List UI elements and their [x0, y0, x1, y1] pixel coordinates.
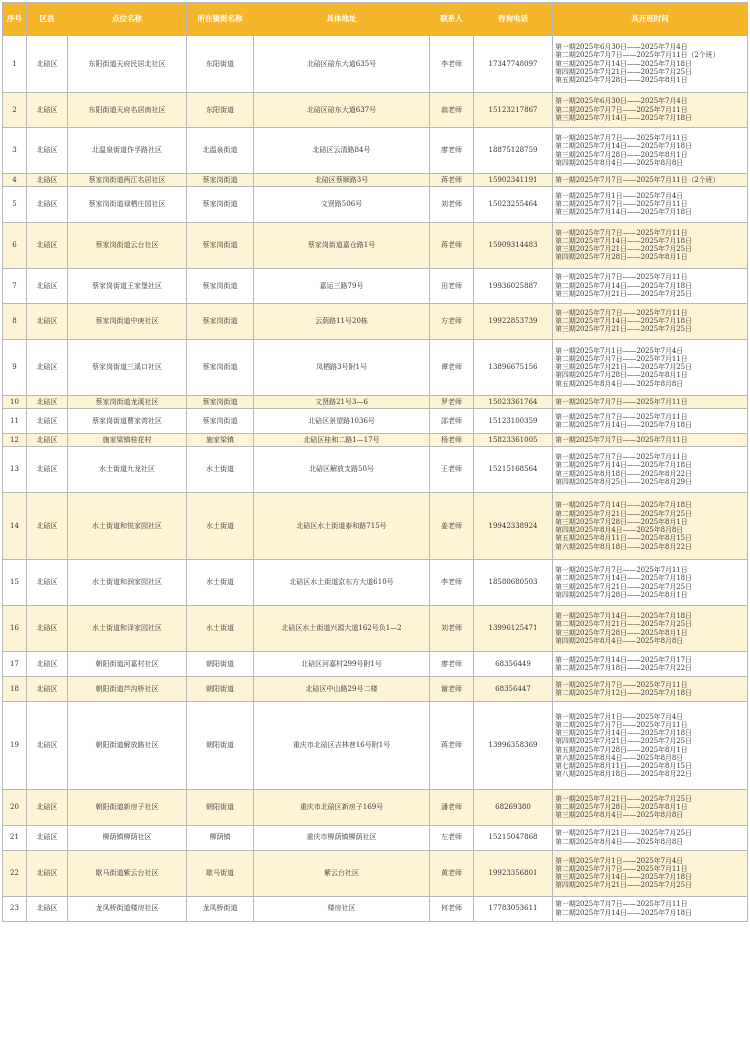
- schedule-line: 第四期2025年7月28日——2025年8月1日: [555, 371, 688, 380]
- schedule-line: 第一期2025年7月7日——2025年7月11日: [555, 397, 688, 406]
- schedule-line: 第一期2025年7月14日——2025年7月17日: [555, 655, 692, 664]
- cell-town: 东阳街道: [187, 92, 254, 128]
- cell-site: 蔡家岗街道曹家湾社区: [68, 409, 187, 434]
- cell-site: 蔡家岗街道三溪口社区: [68, 339, 187, 396]
- cell-no: 21: [3, 825, 27, 850]
- cell-site: 蔡家岗街道龙溪社区: [68, 396, 187, 409]
- schedule-line: 第一期2025年7月21日——2025年7月25日: [555, 829, 692, 838]
- schedule-line: 第七期2025年8月11日——2025年8月15日: [555, 762, 692, 770]
- cell-address: 北碚区云清路84号: [254, 128, 430, 174]
- schedule-line: 第二期2025年7月14日——2025年7月18日: [555, 317, 692, 326]
- schedule-line: 第四期2025年8月4日——2025年8月8日: [555, 526, 684, 534]
- cell-town: 龙凤桥街道: [187, 896, 254, 921]
- schedule-line: 第五期2025年7月28日——2025年8月1日: [555, 76, 688, 85]
- table-row: [3, 493, 748, 560]
- table-row: [3, 304, 748, 340]
- cell-phone: 13996125471: [474, 606, 553, 652]
- cell-schedule: [553, 560, 748, 606]
- cell-district: 北碚区: [27, 36, 68, 93]
- cell-site: 朝阳街道芦沟桥社区: [68, 677, 187, 702]
- cell-phone: 18580680503: [474, 560, 553, 606]
- cell-site: 水土街道和润家园社区: [68, 560, 187, 606]
- schedule-line: 第四期2025年8月4日——2025年8月8日: [555, 158, 684, 167]
- cell-phone: 68269380: [474, 790, 553, 826]
- cell-site: 朝阳街道河嘉村社区: [68, 652, 187, 677]
- schedule-line: 第二期2025年7月12日——2025年7月18日: [555, 689, 692, 697]
- table-row: [3, 222, 748, 268]
- cell-no: 18: [3, 677, 27, 702]
- cell-site: 北温泉街道作孚路社区: [68, 128, 187, 174]
- table-row: [3, 825, 748, 850]
- cell-site: 施家梁镇桂花村: [68, 434, 187, 447]
- cell-phone: 17783053611: [474, 896, 553, 921]
- cell-no: 19: [3, 702, 27, 790]
- schedule-line: 第三期2025年7月21日——2025年7月25日: [555, 245, 692, 253]
- cell-town: 水土街道: [187, 447, 254, 493]
- table-row: [3, 174, 748, 187]
- cell-site: 朝阳街道解放路社区: [68, 702, 187, 790]
- cell-schedule: [553, 92, 748, 128]
- cell-phone: 68356449: [474, 652, 553, 677]
- schedule-line: 第三期2025年7月14日——2025年7月18日: [555, 729, 692, 737]
- cell-contact: 李老师: [430, 36, 474, 93]
- cell-site: 柳荫镇柳荫社区: [68, 825, 187, 850]
- schedule-line: 第二期2025年7月21日——2025年7月25日: [555, 509, 692, 518]
- cell-contact: 刘老师: [430, 187, 474, 223]
- schedule-line: 第三期2025年7月28日——2025年8月1日: [555, 628, 688, 637]
- cell-no: 4: [3, 174, 27, 187]
- cell-contact: 刘老师: [430, 606, 474, 652]
- schedule-line: 第一期2025年7月7日——2025年7月11日: [555, 680, 688, 689]
- cell-site: 朝阳街道新房子社区: [68, 790, 187, 826]
- cell-town: 蔡家岗街道: [187, 339, 254, 396]
- cell-town: 蔡家岗街道: [187, 304, 254, 340]
- schedule-line: 第二期2025年7月14日——2025年7月18日: [555, 421, 692, 429]
- cell-phone: 15123217867: [474, 92, 553, 128]
- schedule-line: 第一期2025年7月1日——2025年7月4日: [555, 856, 684, 865]
- cell-phone: 15902341191: [474, 174, 553, 187]
- cell-address: 重庆市北碚区吉林巷16号附1号: [254, 702, 430, 790]
- cell-schedule: [553, 36, 748, 93]
- table-row: [3, 652, 748, 677]
- cell-town: 蔡家岗街道: [187, 268, 254, 304]
- schedule-line: 第四期2025年7月21日——2025年7月25日: [555, 881, 692, 890]
- cell-address: 北碚区水土街道泰和路715号: [254, 493, 430, 560]
- cell-address: 北碚区桂和二路1—17号: [254, 434, 430, 447]
- schedule-line: 第二期2025年7月7日——2025年7月11日: [555, 105, 688, 114]
- cell-phone: 15215168564: [474, 447, 553, 493]
- cell-schedule: [553, 652, 748, 677]
- header-no: 序号: [3, 3, 27, 36]
- cell-district: 北碚区: [27, 339, 68, 396]
- schedule-line: 第一期2025年7月7日——2025年7月11日: [555, 435, 688, 444]
- schedule-line: 第三期2025年7月21日——2025年7月25日: [555, 289, 692, 298]
- schedule-line: 第一期2025年7月1日——2025年7月4日: [555, 191, 684, 200]
- cell-district: 北碚区: [27, 304, 68, 340]
- cell-town: 柳荫镇: [187, 825, 254, 850]
- header-phone: 咨询电话: [474, 3, 553, 36]
- cell-schedule: [553, 677, 748, 702]
- schedule-line: 第二期2025年8月4日——2025年8月8日: [555, 837, 684, 846]
- schedule-line: 第一期2025年7月14日——2025年7月18日: [555, 501, 692, 510]
- cell-contact: 蒋老师: [430, 702, 474, 790]
- schedule-line: 第一期2025年7月1日——2025年7月4日: [555, 346, 684, 355]
- cell-contact: 潘老师: [430, 790, 474, 826]
- cell-district: 北碚区: [27, 790, 68, 826]
- cell-no: 6: [3, 222, 27, 268]
- cell-contact: 左老师: [430, 825, 474, 850]
- cell-district: 北碚区: [27, 396, 68, 409]
- table-row: [3, 790, 748, 826]
- cell-site: 水土街道九龙社区: [68, 447, 187, 493]
- schedule-line: 第三期2025年7月28日——2025年8月1日: [555, 517, 688, 526]
- schedule-line: 第四期2025年7月21日——2025年7月25日: [555, 737, 692, 746]
- cell-town: 蔡家岗街道: [187, 187, 254, 223]
- cell-contact: 翁老师: [430, 92, 474, 128]
- cell-address: 北碚区河嘉村299号附1号: [254, 652, 430, 677]
- cell-no: 14: [3, 493, 27, 560]
- cell-phone: 19922853739: [474, 304, 553, 340]
- cell-district: 北碚区: [27, 702, 68, 790]
- cell-town: 朝阳街道: [187, 652, 254, 677]
- cell-address: 凤栖路3号附1号: [254, 339, 430, 396]
- cell-address: 北碚区景望路1036号: [254, 409, 430, 434]
- header-contact: 联系人: [430, 3, 474, 36]
- schedule-line: 第一期2025年7月7日——2025年7月11日: [555, 273, 688, 282]
- cell-address: 北碚区蔡顺路3号: [254, 174, 430, 187]
- header-schedule: 具开班时间: [553, 3, 748, 36]
- schedule-line: 第一期2025年7月7日——2025年7月11日: [555, 412, 688, 421]
- schedule-line: 第二期2025年7月7日——2025年7月11日: [555, 354, 688, 363]
- cell-district: 北碚区: [27, 560, 68, 606]
- schedule-line: 第一期2025年7月7日——2025年7月11日: [555, 308, 688, 317]
- class-schedule-table: [2, 2, 748, 922]
- cell-district: 北碚区: [27, 896, 68, 921]
- table-row: [3, 396, 748, 409]
- cell-no: 5: [3, 187, 27, 223]
- schedule-line: 第二期2025年7月7日——2025年7月11日: [555, 200, 688, 209]
- cell-district: 北碚区: [27, 447, 68, 493]
- header-district: 区县: [27, 3, 68, 36]
- cell-phone: 19942338924: [474, 493, 553, 560]
- schedule-line: 第三期2025年7月14日——2025年7月18日: [555, 113, 692, 122]
- cell-schedule: [553, 128, 748, 174]
- cell-phone: 15123100359: [474, 409, 553, 434]
- cell-schedule: [553, 896, 748, 921]
- cell-town: 水土街道: [187, 493, 254, 560]
- table-row: [3, 677, 748, 702]
- header-town: 所在镇街名称: [187, 3, 254, 36]
- cell-address: 蔡家岗街道嘉仓路1号: [254, 222, 430, 268]
- cell-phone: 13896675156: [474, 339, 553, 396]
- cell-address: 文贤路506号: [254, 187, 430, 223]
- schedule-line: 第二期2025年7月21日——2025年7月25日: [555, 620, 692, 629]
- header-site: 点位名称: [68, 3, 187, 36]
- cell-district: 北碚区: [27, 92, 68, 128]
- schedule-line: 第六期2025年8月4日——2025年8月8日: [555, 753, 684, 762]
- schedule-line: 第三期2025年7月21日——2025年7月25日: [555, 325, 692, 334]
- cell-phone: 15023255464: [474, 187, 553, 223]
- cell-address: 北碚区水土街道京东方大道610号: [254, 560, 430, 606]
- cell-town: 蔡家岗街道: [187, 409, 254, 434]
- table-row: [3, 702, 748, 790]
- cell-district: 北碚区: [27, 825, 68, 850]
- cell-district: 北碚区: [27, 606, 68, 652]
- cell-address: 嘉运三路79号: [254, 268, 430, 304]
- schedule-line: 第一期2025年7月14日——2025年7月18日: [555, 612, 692, 620]
- cell-contact: 王老师: [430, 447, 474, 493]
- schedule-line: 第三期2025年7月14日——2025年7月18日: [555, 208, 692, 217]
- cell-contact: 黄老师: [430, 850, 474, 896]
- cell-schedule: [553, 850, 748, 896]
- cell-contact: 蒋老师: [430, 222, 474, 268]
- schedule-line: 第一期2025年7月7日——2025年7月11日: [555, 228, 688, 237]
- schedule-line: 第二期2025年7月14日——2025年7月18日: [555, 142, 692, 151]
- schedule-line: 第五期2025年8月11日——2025年8月15日: [555, 534, 692, 543]
- schedule-line: 第三期2025年7月21日——2025年7月25日: [555, 582, 692, 591]
- cell-town: 北温泉街道: [187, 128, 254, 174]
- table-row: [3, 606, 748, 652]
- cell-site: 水土街道和悦家园社区: [68, 493, 187, 560]
- cell-phone: 17347748097: [474, 36, 553, 93]
- cell-town: 水土街道: [187, 606, 254, 652]
- cell-schedule: [553, 493, 748, 560]
- schedule-line: 第二期2025年7月14日——2025年7月18日: [555, 281, 692, 290]
- cell-contact: 廖老师: [430, 128, 474, 174]
- schedule-line: 第三期2025年7月28日——2025年8月1日: [555, 150, 688, 159]
- cell-site: 歇马街道紫云台社区: [68, 850, 187, 896]
- cell-site: 蔡家岗街道王家堡社区: [68, 268, 187, 304]
- cell-schedule: [553, 268, 748, 304]
- schedule-line: 第四期2025年8月25日——2025年8月29日: [555, 477, 692, 486]
- cell-no: 10: [3, 396, 27, 409]
- cell-no: 12: [3, 434, 27, 447]
- cell-phone: 19923356801: [474, 850, 553, 896]
- cell-town: 朝阳街道: [187, 677, 254, 702]
- cell-schedule: [553, 339, 748, 396]
- table-row: [3, 187, 748, 223]
- cell-town: 水土街道: [187, 560, 254, 606]
- schedule-line: 第二期2025年7月18日——2025年7月22日: [555, 664, 692, 672]
- cell-district: 北碚区: [27, 850, 68, 896]
- schedule-line: 第一期2025年7月7日——2025年7月11日（2个班）: [555, 175, 720, 184]
- table-row: [3, 447, 748, 493]
- cell-town: 朝阳街道: [187, 790, 254, 826]
- cell-site: 蔡家岗街道禄栖庄园社区: [68, 187, 187, 223]
- table-row: [3, 268, 748, 304]
- cell-site: 蔡家岗街道云台社区: [68, 222, 187, 268]
- cell-district: 北碚区: [27, 652, 68, 677]
- table-row: [3, 339, 748, 396]
- table-row: [3, 92, 748, 128]
- cell-address: 重庆市柳荫镇柳荫社区: [254, 825, 430, 850]
- cell-no: 3: [3, 128, 27, 174]
- cell-town: 东阳街道: [187, 36, 254, 93]
- schedule-line: 第一期2025年6月30日——2025年7月4日: [555, 97, 688, 106]
- table-row: [3, 850, 748, 896]
- cell-site: 龙凤桥街道楼房社区: [68, 896, 187, 921]
- table-row: [3, 434, 748, 447]
- schedule-line: 第四期2025年7月21日——2025年7月25日: [555, 67, 692, 76]
- cell-phone: 68356447: [474, 677, 553, 702]
- cell-address: 云荫路11号20栋: [254, 304, 430, 340]
- schedule-line: 第一期2025年7月7日——2025年7月11日: [555, 134, 688, 142]
- cell-schedule: [553, 174, 748, 187]
- cell-town: 蔡家岗街道: [187, 396, 254, 409]
- cell-contact: 谢老师: [430, 677, 474, 702]
- cell-schedule: [553, 187, 748, 223]
- cell-no: 20: [3, 790, 27, 826]
- cell-no: 23: [3, 896, 27, 921]
- cell-town: 歇马街道: [187, 850, 254, 896]
- schedule-line: 第二期2025年7月7日——2025年7月11日: [555, 720, 688, 729]
- cell-site: 蔡家岗街道中庚社区: [68, 304, 187, 340]
- cell-address: 北碚区解放支路50号: [254, 447, 430, 493]
- cell-phone: 13996358369: [474, 702, 553, 790]
- cell-no: 8: [3, 304, 27, 340]
- schedule-line: 第四期2025年7月28日——2025年8月1日: [555, 590, 688, 599]
- schedule-line: 第五期2025年8月4日——2025年8月8日: [555, 379, 684, 388]
- schedule-line: 第一期2025年7月21日——2025年7月25日: [555, 794, 692, 803]
- cell-address: 北碚区中山路29号二楼: [254, 677, 430, 702]
- schedule-line: 第二期2025年7月14日——2025年7月18日: [555, 908, 692, 917]
- cell-no: 9: [3, 339, 27, 396]
- cell-district: 北碚区: [27, 222, 68, 268]
- cell-no: 2: [3, 92, 27, 128]
- cell-town: 施家梁镇: [187, 434, 254, 447]
- cell-schedule: [553, 222, 748, 268]
- cell-schedule: [553, 447, 748, 493]
- cell-phone: 15909314483: [474, 222, 553, 268]
- schedule-line: 第二期2025年7月14日——2025年7月18日: [555, 236, 692, 245]
- schedule-line: 第一期2025年7月7日——2025年7月11日: [555, 453, 688, 461]
- schedule-line: 第三期2025年7月14日——2025年7月18日: [555, 59, 692, 68]
- cell-town: 蔡家岗街道: [187, 174, 254, 187]
- cell-phone: 18875128759: [474, 128, 553, 174]
- cell-district: 北碚区: [27, 434, 68, 447]
- cell-contact: 方老师: [430, 304, 474, 340]
- schedule-line: 第四期2025年7月28日——2025年8月1日: [555, 253, 688, 262]
- cell-phone: 15823361005: [474, 434, 553, 447]
- cell-site: 东阳街道天府民居北社区: [68, 36, 187, 93]
- schedule-line: 第一期2025年7月7日——2025年7月11日: [555, 566, 688, 574]
- schedule-line: 第一期2025年7月1日——2025年7月4日: [555, 712, 684, 721]
- cell-contact: 邵老师: [430, 409, 474, 434]
- schedule-line: 第六期2025年8月18日——2025年8月22日: [555, 542, 692, 551]
- cell-address: 北碚区水土街道兴源大道162号负1—2: [254, 606, 430, 652]
- schedule-line: 第二期2025年7月7日——2025年7月11日（2个班）: [555, 51, 720, 60]
- cell-address: 楼房社区: [254, 896, 430, 921]
- cell-district: 北碚区: [27, 409, 68, 434]
- cell-site: 水土街道和泽家园社区: [68, 606, 187, 652]
- table-header-row: [3, 3, 748, 36]
- cell-contact: 杨老师: [430, 434, 474, 447]
- cell-schedule: [553, 790, 748, 826]
- schedule-line: 第一期2025年6月30日——2025年7月4日: [555, 43, 688, 52]
- schedule-line: 第一期2025年7月7日——2025年7月11日: [555, 900, 688, 909]
- schedule-line: 第三期2025年8月18日——2025年8月22日: [555, 469, 692, 478]
- header-address: 具体地址: [254, 3, 430, 36]
- cell-phone: 15023361764: [474, 396, 553, 409]
- cell-address: 北碚区碚东大道635号: [254, 36, 430, 93]
- cell-contact: 何老师: [430, 896, 474, 921]
- cell-district: 北碚区: [27, 128, 68, 174]
- cell-no: 17: [3, 652, 27, 677]
- cell-no: 16: [3, 606, 27, 652]
- table-row: [3, 409, 748, 434]
- schedule-line: 第四期2025年8月4日——2025年8月8日: [555, 636, 684, 645]
- cell-district: 北碚区: [27, 493, 68, 560]
- cell-contact: 姜老师: [430, 493, 474, 560]
- schedule-line: 第二期2025年7月14日——2025年7月18日: [555, 461, 692, 470]
- table-row: [3, 896, 748, 921]
- cell-no: 13: [3, 447, 27, 493]
- cell-site: 蔡家岗街道两江名居社区: [68, 174, 187, 187]
- cell-schedule: [553, 434, 748, 447]
- cell-district: 北碚区: [27, 268, 68, 304]
- cell-no: 7: [3, 268, 27, 304]
- cell-schedule: [553, 702, 748, 790]
- cell-no: 22: [3, 850, 27, 896]
- cell-schedule: [553, 396, 748, 409]
- cell-phone: 15215047868: [474, 825, 553, 850]
- cell-contact: 田老师: [430, 268, 474, 304]
- cell-district: 北碚区: [27, 677, 68, 702]
- cell-schedule: [553, 825, 748, 850]
- cell-no: 15: [3, 560, 27, 606]
- schedule-line: 第二期2025年7月14日——2025年7月18日: [555, 574, 692, 583]
- cell-contact: 李老师: [430, 560, 474, 606]
- schedule-line: 第三期2025年8月4日——2025年8月8日: [555, 811, 684, 820]
- cell-contact: 谭老师: [430, 339, 474, 396]
- cell-address: 文贤路21号3—6: [254, 396, 430, 409]
- cell-address: 紫云台社区: [254, 850, 430, 896]
- cell-no: 11: [3, 409, 27, 434]
- cell-contact: 罗老师: [430, 396, 474, 409]
- table-row: [3, 128, 748, 174]
- table-row: [3, 560, 748, 606]
- schedule-line: 第五期2025年7月28日——2025年8月1日: [555, 745, 688, 754]
- cell-town: 蔡家岗街道: [187, 222, 254, 268]
- schedule-line: 第二期2025年7月7日——2025年7月11日: [555, 864, 688, 873]
- cell-schedule: [553, 409, 748, 434]
- schedule-line: 第八期2025年8月18日——2025年8月22日: [555, 770, 692, 779]
- table-body: [3, 36, 748, 922]
- cell-phone: 19936025887: [474, 268, 553, 304]
- cell-contact: 廖老师: [430, 652, 474, 677]
- cell-site: 东阳街道天府名居南社区: [68, 92, 187, 128]
- cell-address: 重庆市北碚区新房子169号: [254, 790, 430, 826]
- schedule-line: 第三期2025年7月21日——2025年7月25日: [555, 363, 692, 372]
- schedule-line: 第二期2025年7月28日——2025年8月1日: [555, 803, 688, 812]
- cell-no: 1: [3, 36, 27, 93]
- cell-schedule: [553, 304, 748, 340]
- cell-district: 北碚区: [27, 187, 68, 223]
- cell-town: 朝阳街道: [187, 702, 254, 790]
- schedule-line: 第三期2025年7月14日——2025年7月18日: [555, 873, 692, 881]
- cell-district: 北碚区: [27, 174, 68, 187]
- table-row: [3, 36, 748, 93]
- cell-schedule: [553, 606, 748, 652]
- cell-address: 北碚区碚东大道637号: [254, 92, 430, 128]
- cell-contact: 蒋老师: [430, 174, 474, 187]
